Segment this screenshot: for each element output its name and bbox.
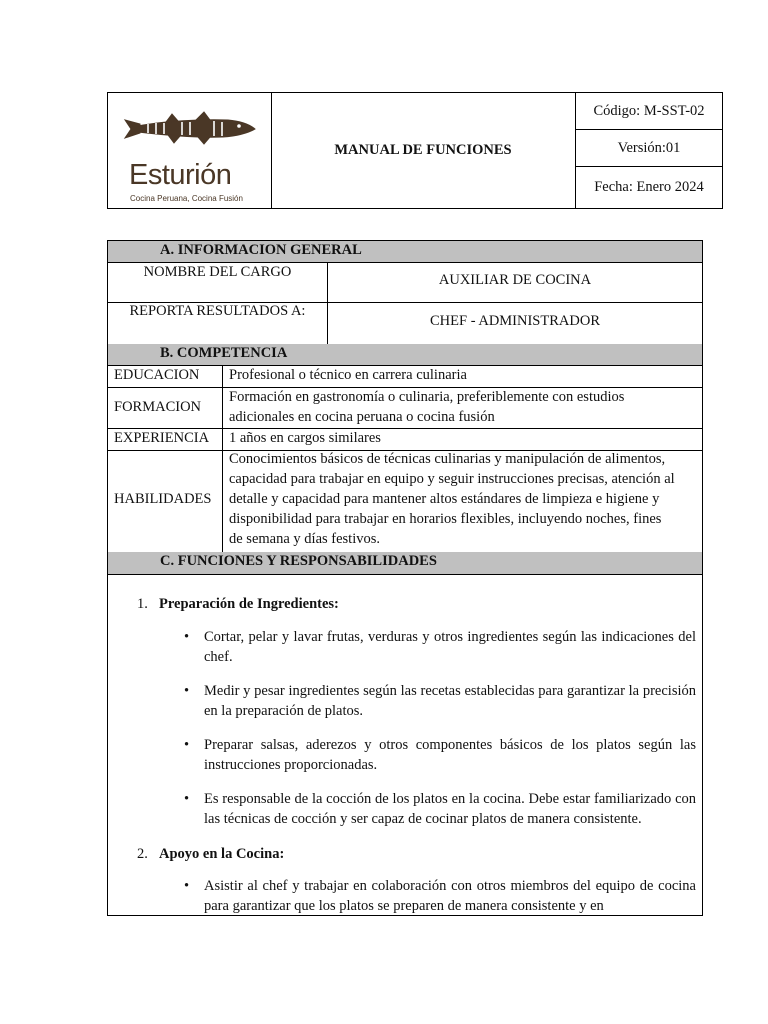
document-title: MANUAL DE FUNCIONES	[271, 93, 576, 208]
document-version: Versión:01	[576, 130, 722, 167]
document-header	[107, 92, 723, 209]
educacion-label: EDUCACION	[114, 367, 200, 383]
document-date: Fecha: Enero 2024	[594, 179, 704, 195]
formacion-value-line-1: Formación en gastronomía o culinaria, preferiblemente con estudios	[229, 389, 625, 405]
habilidades-value-line-5: de semana y días festivos.	[229, 531, 381, 547]
function-item-2-number: 2.	[137, 846, 148, 862]
document-code: Código: M-SST-02	[576, 93, 722, 130]
reporta-row	[108, 302, 702, 345]
bullet-text: Medir y pesar ingredientes según las recetas establecidas para garantizar la precisión en la preparación de platos.	[204, 683, 696, 719]
logo	[108, 93, 272, 208]
logo-wordmark: Esturión	[129, 159, 232, 191]
habilidades-value-line-3: detalle y capacidad para mantener altos estándares de limpieza e higiene y	[229, 491, 660, 507]
list-item	[184, 876, 696, 916]
educacion-row	[108, 365, 702, 388]
function-item-1-label: Preparación de Ingredientes:	[159, 596, 339, 612]
section-c-title: C. FUNCIONES Y RESPONSABILIDADES	[160, 553, 437, 569]
function-item-2-label: Apoyo en la Cocina:	[159, 846, 285, 862]
bullet-text: Preparar salsas, aderezos y otros componentes básicos de los platos según las instrucciones proporcionadas.	[204, 737, 696, 773]
bullet-icon: •	[184, 878, 190, 894]
section-b-heading	[108, 344, 702, 366]
cargo-row	[108, 262, 702, 303]
habilidades-value-line-4: disponibilidad para trabajar en horarios flexibles, incluyendo noches, fines	[229, 511, 662, 527]
bullet-icon: •	[184, 683, 190, 699]
formacion-row	[108, 387, 702, 429]
list-item	[184, 681, 696, 721]
experiencia-label: EXPERIENCIA	[114, 430, 210, 446]
function-item-1-number: 1.	[137, 596, 148, 612]
habilidades-label: HABILIDADES	[114, 491, 212, 507]
habilidades-value-line-2: capacidad para trabajar en equipo y seguir instrucciones precisas, atención al	[229, 471, 675, 487]
bullet-icon: •	[184, 737, 190, 753]
educacion-value: Profesional o técnico en carrera culinaria	[229, 367, 467, 383]
bullet-text: Es responsable de la cocción de los platos en la cocina. Debe estar familiarizado con las técnicas de cocción y ser capaz de cocinar platos de manera consistente.	[204, 791, 696, 827]
bullet-icon: •	[184, 791, 190, 807]
list-item	[184, 735, 696, 775]
list-item	[184, 789, 696, 829]
cargo-label: NOMBRE DEL CARGO	[143, 264, 292, 280]
formacion-value-line-2: adicionales en cocina peruana o cocina fusión	[229, 409, 495, 425]
functions-table	[107, 240, 703, 916]
section-c-heading	[108, 552, 702, 575]
formacion-label: FORMACION	[114, 399, 202, 415]
habilidades-value-line-1: Conocimientos básicos de técnicas culinarias y manipulación de alimentos,	[229, 451, 666, 467]
section-a-title: A. INFORMACION GENERAL	[160, 242, 362, 258]
section-a-heading	[108, 241, 702, 263]
function-item-2-title	[137, 844, 284, 864]
reporta-label: REPORTA RESULTADOS A:	[129, 303, 306, 319]
habilidades-row	[108, 450, 702, 553]
bullet-text: Asistir al chef y trabajar en colaboración con otros miembros del equipo de cocina para garantizar que los platos se preparen de manera consistente y en	[204, 878, 696, 914]
experiencia-row	[108, 428, 702, 451]
sturgeon-fish-icon	[108, 93, 271, 163]
bullet-text: Cortar, pelar y lavar frutas, verduras y otros ingredientes según las indicaciones del chef.	[204, 629, 696, 665]
cargo-value: AUXILIAR DE COCINA	[438, 272, 592, 288]
logo-tagline: Cocina Peruana, Cocina Fusión	[130, 194, 243, 203]
section-b-title: B. COMPETENCIA	[160, 345, 288, 361]
bullet-icon: •	[184, 629, 190, 645]
function-item-1-title	[137, 594, 339, 614]
list-item	[184, 627, 696, 667]
reporta-value: CHEF - ADMINISTRADOR	[430, 313, 600, 329]
experiencia-value: 1 años en cargos similares	[229, 430, 381, 446]
